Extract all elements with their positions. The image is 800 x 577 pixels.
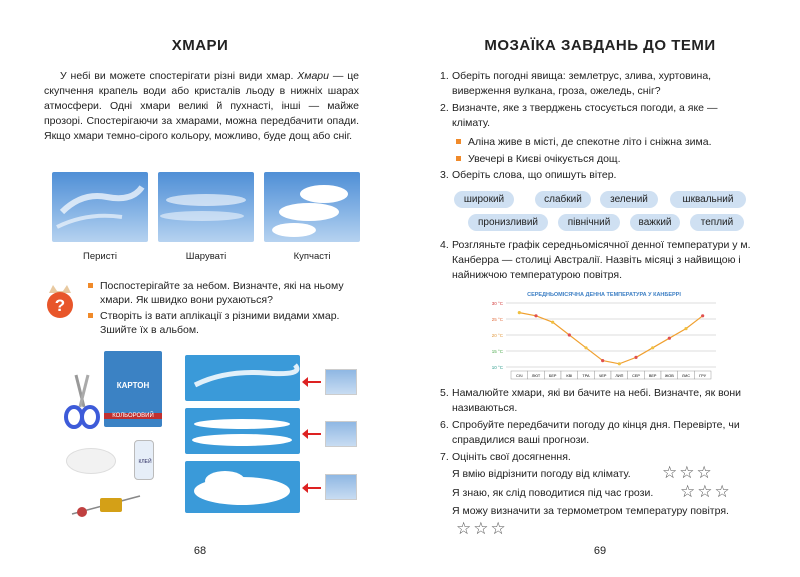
caption-cumulus: Купчасті [293, 251, 331, 262]
right-page [400, 0, 800, 577]
task-number: 5. [440, 387, 449, 399]
y-tick-label: 10 °C [491, 365, 503, 370]
x-tick-label: КВІ [566, 374, 573, 378]
x-tick-label: ЧЕР [598, 374, 607, 378]
x-tick-label: ЛИС [682, 374, 690, 378]
task-text: Визначте, яке з тверджень стосується погоди, а яке — клімату. [452, 102, 718, 129]
task-number: 4. [440, 239, 449, 251]
task-text: Намалюйте хмари, які ви бачите на небі. Визначте, як вони називаються. [452, 387, 742, 414]
intro-paragraph [44, 69, 359, 144]
y-tick-label: 30 °C [491, 301, 503, 306]
x-tick-label: ЛЮТ [531, 374, 541, 378]
arrow-left-icon [307, 433, 321, 435]
x-tick-label: ЛИП [615, 374, 624, 378]
x-tick-label: ЖОВ [664, 374, 674, 378]
task-number: 1. [440, 70, 449, 82]
glue-label: КЛЕЙ [138, 459, 152, 465]
y-tick-label: 20 °C [491, 333, 503, 338]
star-rating-1[interactable]: ☆☆☆ [662, 463, 714, 482]
applique-cirrus-panel [185, 355, 300, 401]
word-chip[interactable]: північний [558, 214, 620, 231]
intro-sentence: У небі ви можете спостерігати різні види хмар. [60, 70, 294, 82]
self-eval-2: Я знаю, як слід поводитися під час грози. [452, 487, 654, 499]
box-label-cardboard: КАРТОН [116, 381, 150, 390]
cirrus-photo [52, 172, 148, 242]
task-text: Оберіть погодні явища: землетрус, злива, хуртовина, виверження вулкана, гроза, ожеледь, сніг? [452, 70, 712, 97]
chart-point [618, 362, 621, 365]
chart-point [534, 314, 537, 317]
star-rating-3[interactable]: ☆☆☆ [456, 519, 508, 538]
page-title-tasks: МОЗАЇКА ЗАВДАНЬ ДО ТЕМИ [484, 37, 716, 54]
word-chip[interactable]: зелений [600, 191, 658, 208]
chart-point [568, 333, 571, 336]
cumulus-photo [264, 172, 360, 242]
task-6 [440, 418, 758, 448]
chart-point [601, 359, 604, 362]
x-tick-label: ГРУ [699, 374, 707, 378]
chart-y-ticks [492, 301, 504, 370]
scissors-icon [62, 371, 102, 438]
question-mark-icon [43, 283, 77, 324]
page-title-clouds: ХМАРИ [171, 37, 229, 54]
chart-point [634, 356, 637, 359]
applique-cumulus-panel [185, 461, 300, 513]
self-eval-3: Я можу визначити за термометром температуру повітря. [452, 505, 729, 517]
glue-bottle [134, 440, 154, 480]
x-tick-label: СЕР [632, 374, 640, 378]
statement-alina: Аліна живе в місті, де спекотне літо і сніжна зима. [456, 135, 756, 149]
chart-point [518, 311, 521, 314]
word-chip[interactable]: шквальний [670, 191, 746, 208]
activity-bullet-observe: Поспостерігайте за небом. Визначте, які на ньому хмари. Як швидко вони рухаються? [88, 279, 363, 307]
statement-kyiv: Увечері в Києві очікується дощ. [456, 152, 756, 166]
box-label-colored: КОЛЬОРОВИЙ [104, 413, 162, 419]
stratus-photo [158, 172, 254, 242]
task-2 [440, 101, 758, 131]
needle-thread-icon [70, 488, 150, 523]
chart-point [651, 346, 654, 349]
x-tick-label: СІЧ [516, 374, 523, 378]
x-tick-label: БЕР [548, 374, 557, 378]
task-3 [440, 168, 758, 183]
chart-grid [506, 303, 716, 367]
task-number: 2. [440, 102, 449, 114]
temperature-chart [480, 287, 720, 380]
caption-stratus: Шаруваті [185, 251, 227, 262]
chart-point [701, 314, 704, 317]
task-5 [440, 386, 758, 416]
svg-text:?: ? [54, 296, 66, 315]
chart-point [551, 321, 554, 324]
self-eval-1: Я вмію відрізнити погоду від клімату. [452, 468, 631, 480]
chart-series-line [519, 313, 702, 364]
y-tick-label: 15 °C [491, 349, 503, 354]
stratus-clouds-image [158, 172, 254, 242]
chart-point [668, 337, 671, 340]
word-chip[interactable]: теплий [690, 214, 744, 231]
word-chip[interactable]: важкий [630, 214, 680, 231]
word-chip[interactable]: пронизливий [468, 214, 548, 231]
intro-term: Хмари [297, 70, 329, 82]
star-rating-2[interactable]: ☆☆☆ [680, 482, 732, 501]
task-1 [440, 69, 758, 99]
caption-cirrus: Перисті [83, 251, 117, 262]
arrow-left-icon [307, 381, 321, 383]
applique-stratus-panel [185, 408, 300, 454]
task-number: 7. [440, 451, 449, 463]
arrow-left-icon [307, 487, 321, 489]
task-text: Розгляньте графік середньомісячної денної температури у м. Канберра — столиці Австралії. Назвіть місяці з найвищою і найнижчою температурою повітря. [452, 239, 751, 281]
y-tick-label: 25 °C [491, 317, 503, 322]
task-number: 3. [440, 169, 449, 181]
task-text: Оберіть слова, що опишуть вітер. [452, 169, 617, 181]
task-text: Спробуйте передбачити погоду до кінця дня. Перевірте, чи справдилися ваші прогнози. [452, 419, 740, 446]
sample-cirrus-thumb [325, 369, 357, 395]
chart-x-ticks [511, 371, 711, 379]
intro-definition: — це скупчення крапель води або кристалів льоду в нижніх шарах атмосфери. Одні хмари великі й пухнасті, інші — майже прозорі. Спостерігаючи за хмарами, можна передбачити опади. Якщо хмари темно-сірого кольору, можливо, буде дощ або сніг. [44, 70, 359, 142]
activity-bullet-applique: Створіть із вати аплікації з різними видами хмар. Зшийте їх в альбом. [88, 309, 363, 337]
chart-title: СЕРЕДНЬОМІСЯЧНА ДЕННА ТЕМПЕРАТУРА У КАНБЕРРІ [527, 292, 681, 298]
sample-cumulus-thumb [325, 474, 357, 500]
word-chip[interactable]: слабкий [535, 191, 591, 208]
page-number-right: 69 [593, 545, 607, 557]
cumulus-clouds-image [264, 172, 360, 242]
cirrus-clouds-image [52, 172, 148, 242]
chart-point [684, 327, 687, 330]
x-tick-label: ВЕР [648, 374, 657, 378]
task-number: 6. [440, 419, 449, 431]
task-text: Оцініть свої досягнення. [452, 451, 571, 463]
cotton-pad [66, 448, 116, 474]
chart-point [584, 346, 587, 349]
x-tick-label: ТРА [582, 374, 590, 378]
word-chip[interactable]: широкий [454, 191, 514, 208]
sample-stratus-thumb [325, 421, 357, 447]
cardboard-box [104, 351, 162, 427]
task-4 [440, 238, 758, 283]
page-number-left: 68 [193, 545, 207, 557]
